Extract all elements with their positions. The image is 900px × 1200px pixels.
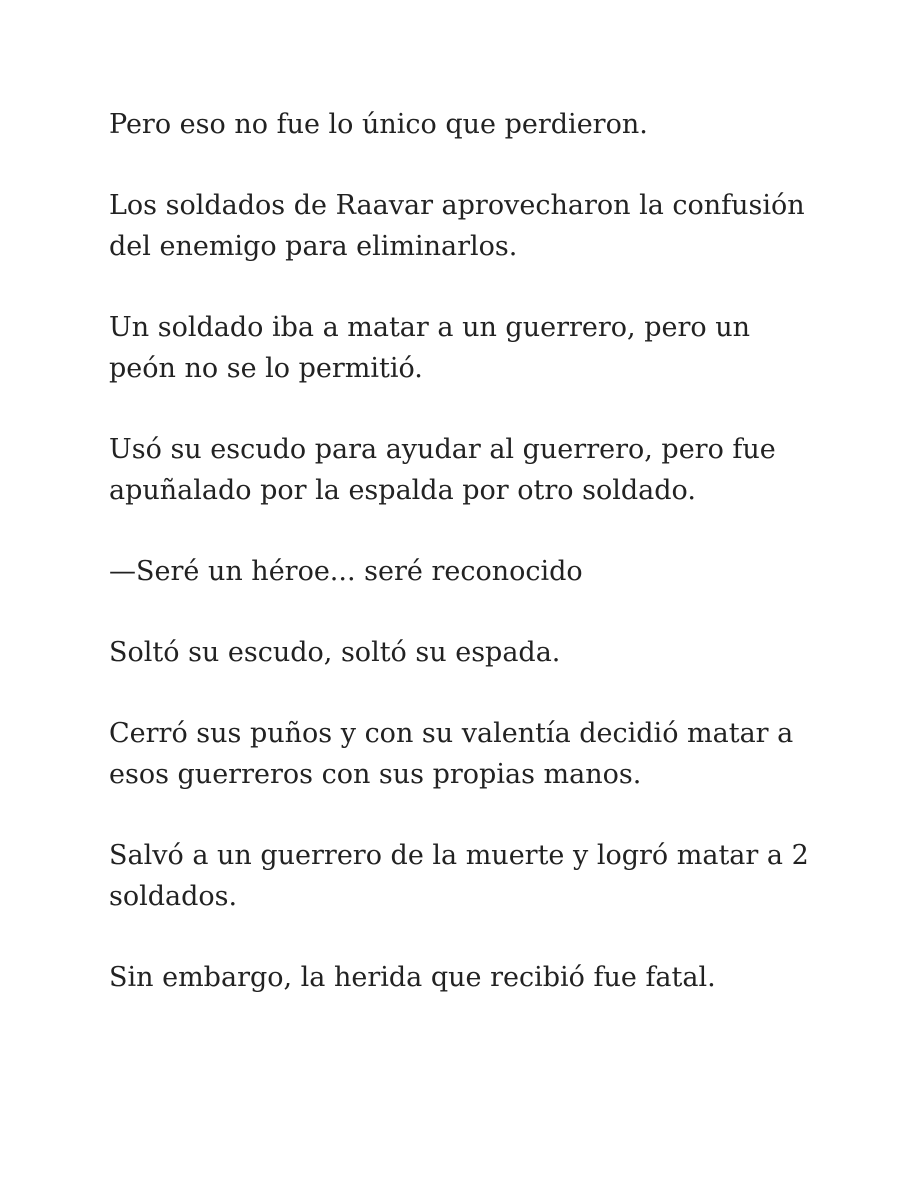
paragraph: —Seré un héroe... seré reconocido <box>109 556 583 587</box>
paragraph: Usó su escudo para ayudar al guerrero, pero fue apuñalado por la espalda por otro soldado. <box>109 434 776 506</box>
paragraph: Un soldado iba a matar a un guerrero, pero un peón no se lo permitió. <box>109 312 750 384</box>
paragraph: Los soldados de Raavar aprovecharon la confusión del enemigo para eliminarlos. <box>109 190 805 262</box>
paragraph: Sin embargo, la herida que recibió fue fatal. <box>109 962 716 993</box>
paragraph: Soltó su escudo, soltó su espada. <box>109 637 561 668</box>
paragraph: Cerró sus puños y con su valentía decidió matar a esos guerreros con sus propias manos. <box>109 718 794 790</box>
paragraph: Salvó a un guerrero de la muerte y logró matar a 2 soldados. <box>109 840 809 912</box>
paragraph: Pero eso no fue lo único que perdieron. <box>109 109 648 140</box>
story-text <box>109 104 809 1038</box>
